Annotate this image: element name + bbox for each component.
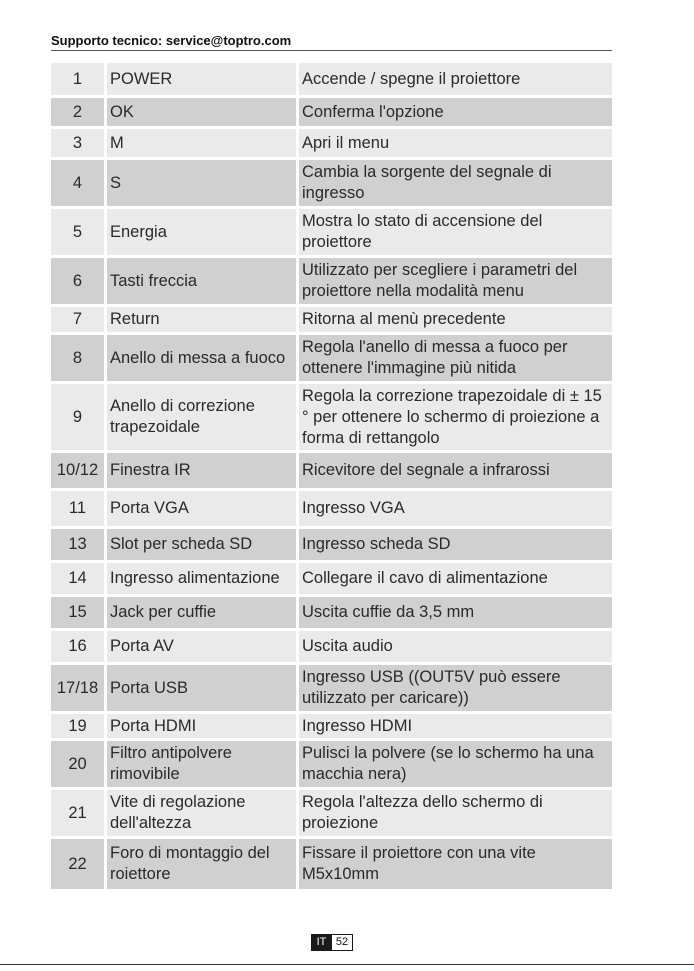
table-row xyxy=(51,665,612,711)
component-name: OK xyxy=(107,98,296,126)
row-number: 4 xyxy=(51,160,104,206)
row-number: 15 xyxy=(51,597,104,628)
row-number: 3 xyxy=(51,129,104,157)
component-table xyxy=(51,63,612,889)
row-number: 20 xyxy=(51,741,104,787)
component-name: Energia xyxy=(107,209,296,255)
table-row xyxy=(51,529,612,560)
language-tag: IT xyxy=(311,934,332,951)
page-number: 52 xyxy=(332,934,353,951)
component-description: Regola l'altezza dello schermo di proiezione xyxy=(299,790,612,836)
header-divider xyxy=(51,50,612,51)
table-row xyxy=(51,209,612,255)
component-name: Filtro antipolvere rimovibile xyxy=(107,741,296,787)
row-number: 9 xyxy=(51,384,104,450)
table-row xyxy=(51,307,612,332)
table-row xyxy=(51,790,612,836)
component-name: Porta VGA xyxy=(107,491,296,526)
component-description: Ingresso VGA xyxy=(299,491,612,526)
component-description: Accende / spegne il proiettore xyxy=(299,63,612,95)
component-description: Pulisci la polvere (se lo schermo ha una macchia nera) xyxy=(299,741,612,787)
component-name: Ingresso alimentazione xyxy=(107,563,296,594)
row-number: 11 xyxy=(51,491,104,526)
table-row xyxy=(51,98,612,126)
page-badge xyxy=(311,934,353,951)
table-row xyxy=(51,563,612,594)
component-description: Mostra lo stato di accensione del proiettore xyxy=(299,209,612,255)
support-header: Supporto tecnico: service@toptro.com xyxy=(51,33,292,48)
component-description: Uscita cuffie da 3,5 mm xyxy=(299,597,612,628)
table-row xyxy=(51,714,612,738)
row-number: 7 xyxy=(51,307,104,332)
row-number: 5 xyxy=(51,209,104,255)
component-name: Jack per cuffie xyxy=(107,597,296,628)
component-description: Conferma l'opzione xyxy=(299,98,612,126)
table-row xyxy=(51,491,612,526)
component-description: Ingresso scheda SD xyxy=(299,529,612,560)
row-number: 22 xyxy=(51,839,104,889)
row-number: 10/12 xyxy=(51,453,104,488)
component-name: Anello di correzione trapezoidale xyxy=(107,384,296,450)
component-name: S xyxy=(107,160,296,206)
component-name: Return xyxy=(107,307,296,332)
component-name: POWER xyxy=(107,63,296,95)
table-row xyxy=(51,741,612,787)
component-description: Utilizzato per scegliere i parametri del proiettore nella modalità menu xyxy=(299,258,612,304)
component-name: Anello di messa a fuoco xyxy=(107,335,296,381)
table-row xyxy=(51,631,612,662)
row-number: 17/18 xyxy=(51,665,104,711)
row-number: 8 xyxy=(51,335,104,381)
component-name: Vite di regolazione dell'altezza xyxy=(107,790,296,836)
component-description: Ricevitore del segnale a infrarossi xyxy=(299,453,612,488)
table-row xyxy=(51,839,612,889)
row-number: 2 xyxy=(51,98,104,126)
table-row xyxy=(51,597,612,628)
component-name: Finestra IR xyxy=(107,453,296,488)
table-row xyxy=(51,453,612,488)
row-number: 6 xyxy=(51,258,104,304)
table-row xyxy=(51,384,612,450)
row-number: 14 xyxy=(51,563,104,594)
table-row xyxy=(51,160,612,206)
component-description: Apri il menu xyxy=(299,129,612,157)
table-row xyxy=(51,129,612,157)
component-description: Collegare il cavo di alimentazione xyxy=(299,563,612,594)
table-row xyxy=(51,335,612,381)
component-name: Porta USB xyxy=(107,665,296,711)
component-name: Foro di montaggio del roiettore xyxy=(107,839,296,889)
component-description: Fissare il proiettore con una vite M5x10mm xyxy=(299,839,612,889)
component-description: Uscita audio xyxy=(299,631,612,662)
component-description: Cambia la sorgente del segnale di ingresso xyxy=(299,160,612,206)
component-name: Slot per scheda SD xyxy=(107,529,296,560)
component-description: Regola la correzione trapezoidale di ± 15 ° per ottenere lo schermo di proiezione a forma di rettangolo xyxy=(299,384,612,450)
component-name: Tasti freccia xyxy=(107,258,296,304)
row-number: 1 xyxy=(51,63,104,95)
table-row xyxy=(51,63,612,95)
component-description: Ingresso HDMI xyxy=(299,714,612,738)
component-description: Ritorna al menù precedente xyxy=(299,307,612,332)
footer-divider xyxy=(0,964,694,965)
table-row xyxy=(51,258,612,304)
row-number: 19 xyxy=(51,714,104,738)
row-number: 13 xyxy=(51,529,104,560)
component-description: Regola l'anello di messa a fuoco per ottenere l'immagine più nitida xyxy=(299,335,612,381)
row-number: 16 xyxy=(51,631,104,662)
component-name: Porta AV xyxy=(107,631,296,662)
component-name: M xyxy=(107,129,296,157)
component-name: Porta HDMI xyxy=(107,714,296,738)
row-number: 21 xyxy=(51,790,104,836)
component-description: Ingresso USB ((OUT5V può essere utilizzato per caricare)) xyxy=(299,665,612,711)
